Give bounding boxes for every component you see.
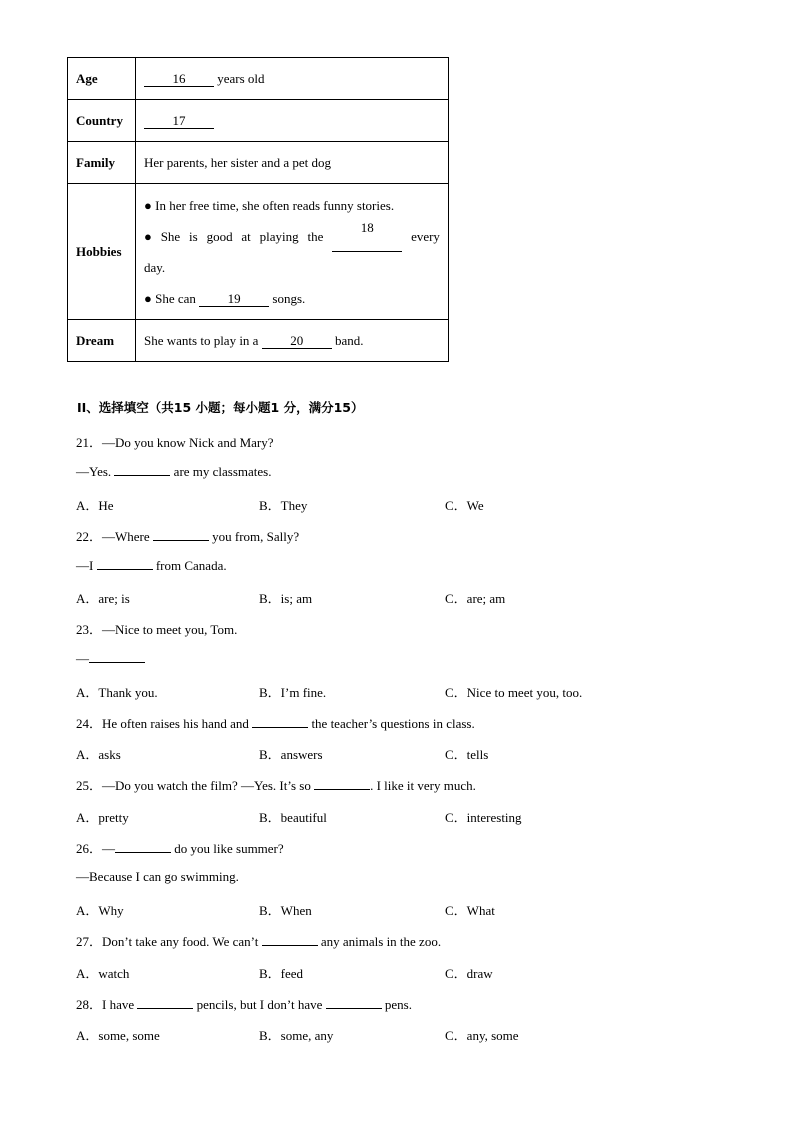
hobby-text-1: In her free time, she often reads funny stories. (155, 197, 395, 213)
option-21-c[interactable]: C．We (445, 498, 484, 513)
hobby-word: is (189, 228, 198, 244)
question-25 (76, 775, 476, 794)
hobby-word: the (307, 228, 324, 244)
option-25-c[interactable]: C．interesting (445, 810, 522, 825)
option-24-a[interactable]: A．asks (76, 747, 121, 762)
q-text: do you like summer? (174, 841, 284, 856)
option-28-c[interactable]: C．any, some (445, 1028, 519, 1043)
question-22 (76, 526, 299, 545)
option-22-c[interactable]: C．are; am (445, 591, 506, 606)
student-info-table (67, 57, 449, 362)
question-21-line-2 (76, 463, 272, 480)
option-23-b[interactable]: B．I’m fine. (259, 685, 327, 700)
blank-17[interactable]: 17 (144, 114, 214, 129)
question-22-line-2 (76, 557, 227, 574)
question-28 (76, 994, 412, 1013)
option-23-c[interactable]: C．Nice to meet you, too. (445, 685, 583, 700)
option-26-a[interactable]: A．Why (76, 903, 124, 918)
table-row-dream (68, 320, 449, 362)
hobby-word: playing (259, 228, 299, 244)
hobby-line-3 (144, 283, 440, 314)
q-text: 25．—Do you watch the film? —Yes. It’s so (76, 778, 311, 793)
answer-blank[interactable] (89, 650, 145, 663)
option-24-b[interactable]: B．answers (259, 747, 323, 762)
q-text: 26．— (76, 841, 116, 856)
q-text: you from, Sally? (212, 529, 300, 544)
question-24 (76, 713, 475, 732)
hobby-text-3-pre: She can (155, 290, 196, 306)
question-27 (76, 931, 441, 950)
answer-blank[interactable] (137, 996, 193, 1009)
hobby-word: She (160, 228, 181, 244)
answer-blank[interactable] (252, 715, 308, 728)
age-label: Age (68, 58, 136, 100)
option-24-c[interactable]: C．tells (445, 747, 489, 762)
table-row-family (68, 142, 449, 184)
hobby-word: every (411, 228, 440, 244)
q-text: — (76, 651, 89, 666)
q-text: any animals in the zoo. (320, 934, 442, 949)
answer-blank[interactable] (262, 933, 318, 946)
hobbies-label: Hobbies (68, 184, 136, 320)
q-text: —Yes. (76, 464, 112, 479)
q-text: —I (76, 558, 94, 573)
table-row-country (68, 100, 449, 142)
option-21-b[interactable]: B．They (259, 498, 308, 513)
hobby-word: good (206, 228, 233, 244)
option-25-b[interactable]: B．beautiful (259, 810, 327, 825)
q-text: 28．I have (76, 997, 135, 1012)
q-text: are my classmates. (173, 464, 272, 479)
age-suffix: years old (217, 70, 265, 86)
section-title: II、选择填空（共15 小题；每小题1 分，满分15） (77, 400, 364, 415)
hobby-line-2 (144, 221, 440, 252)
option-28-b[interactable]: B．some, any (259, 1028, 334, 1043)
question-23: 23．—Nice to meet you, Tom. (76, 622, 238, 637)
option-22-a[interactable]: A．are; is (76, 591, 130, 606)
bullet-icon: ● (144, 290, 152, 306)
country-cell (136, 100, 449, 142)
option-25-a[interactable]: A．pretty (76, 810, 129, 825)
option-26-b[interactable]: B．When (259, 903, 312, 918)
option-27-a[interactable]: A．watch (76, 966, 130, 981)
hobbies-cell (136, 184, 449, 320)
family-text: Her parents, her sister and a pet dog (136, 142, 449, 184)
answer-blank[interactable] (326, 996, 382, 1009)
option-21-a[interactable]: A．He (76, 498, 114, 513)
q-text: 24．He often raises his hand and (76, 716, 249, 731)
dream-text-post: band. (334, 332, 364, 348)
answer-blank[interactable] (153, 528, 209, 541)
hobby-word: at (241, 228, 251, 244)
q-text: 27．Don’t take any food. We can’t (76, 934, 259, 949)
blank-20[interactable]: 20 (262, 334, 332, 349)
question-21: 21．—Do you know Nick and Mary? (76, 435, 274, 450)
answer-blank[interactable] (97, 557, 153, 570)
dream-cell (136, 320, 449, 362)
hobby-line-2-cont: day. (144, 259, 166, 275)
dream-text-pre: She wants to play in a (144, 332, 259, 348)
option-26-c[interactable]: C．What (445, 903, 495, 918)
table-row-age (68, 58, 449, 100)
question-26-line-2: —Because I can go swimming. (76, 869, 239, 884)
option-27-b[interactable]: B．feed (259, 966, 304, 981)
table-row-hobbies (68, 184, 449, 320)
age-cell (136, 58, 449, 100)
blank-16[interactable]: 16 (144, 72, 214, 87)
question-26 (76, 838, 284, 857)
answer-blank[interactable] (115, 840, 171, 853)
q-text: 22．—Where (76, 529, 150, 544)
question-23-line-2 (76, 650, 145, 667)
blank-19[interactable]: 19 (199, 292, 269, 307)
q-text: pencils, but I don’t have (196, 997, 323, 1012)
dream-label: Dream (68, 320, 136, 362)
answer-blank[interactable] (314, 777, 370, 790)
option-28-a[interactable]: A．some, some (76, 1028, 160, 1043)
option-23-a[interactable]: A．Thank you. (76, 685, 158, 700)
hobby-line-1 (144, 190, 440, 221)
bullet-icon: ● (144, 228, 152, 244)
answer-blank[interactable] (114, 463, 170, 476)
q-text: the teacher’s questions in class. (311, 716, 475, 731)
option-27-c[interactable]: C．draw (445, 966, 493, 981)
q-text: . I like it very much. (370, 778, 476, 793)
q-text: from Canada. (155, 558, 227, 573)
blank-18[interactable]: 18 (332, 221, 402, 252)
bullet-icon: ● (144, 197, 152, 213)
hobby-text-3-post: songs. (272, 290, 306, 306)
q-text: pens. (384, 997, 412, 1012)
family-label: Family (68, 142, 136, 184)
country-label: Country (68, 100, 136, 142)
option-22-b[interactable]: B．is; am (259, 591, 313, 606)
